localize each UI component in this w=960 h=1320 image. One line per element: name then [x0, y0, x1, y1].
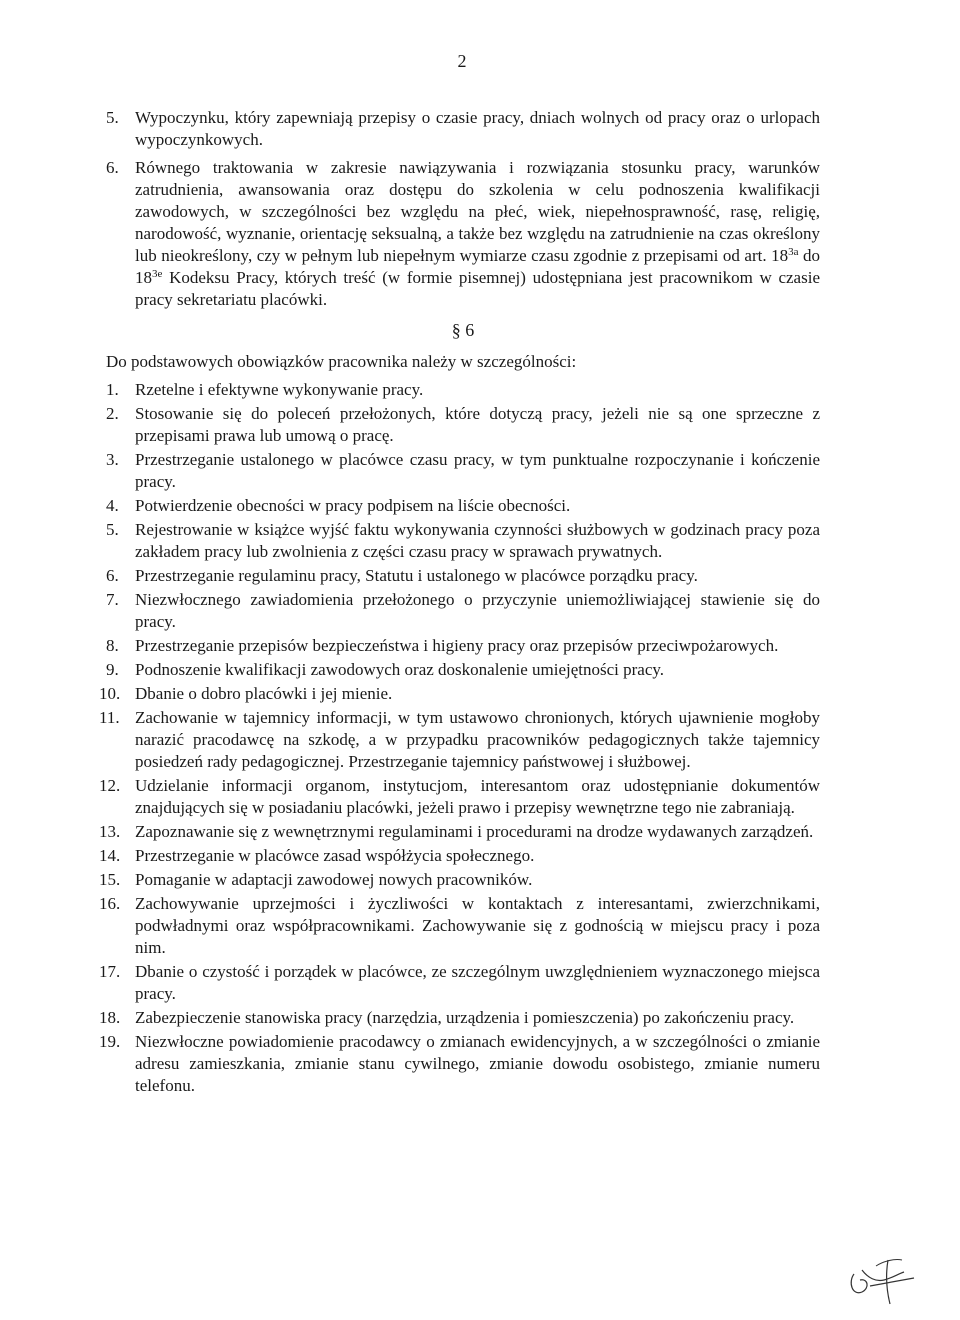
- text-part: Równego traktowania w zakresie nawiązywania i rozwiązania stosunku pracy, warunków zatrudnienia, awansowania oraz dostępu do szkolenia w celu podnoszenia kwalifikacji zawodowych, w szczególności bez względu na płeć, wiek, niepełnosprawność, rasę, religię, narodowość, wyznanie, orientację seksualną, a także bez względu na zatrudnienie na czas określony lub nieokreślony, czy w pełnym lub niepełnym wymiarze czasu zgodnie z przepisami od art. 18: [135, 158, 820, 265]
- list-item: [99, 1007, 820, 1029]
- list-item-number: 11.: [99, 708, 120, 727]
- list-item: [99, 961, 820, 1005]
- list-item: [106, 449, 820, 493]
- list-item: [99, 893, 820, 959]
- list-item-text: Rzetelne i efektywne wykonywanie pracy.: [135, 380, 424, 399]
- list-item-number: 5.: [106, 520, 119, 539]
- list-item: [106, 403, 820, 447]
- duties-list: [99, 379, 820, 1097]
- page-number: 2: [457, 51, 467, 71]
- list-item-text: Zabezpieczenie stanowiska pracy (narzędzia, urządzenia i pomieszczenia) po zakończeniu pracy.: [135, 1008, 795, 1027]
- list-item: [106, 565, 820, 587]
- list-item-number: 7.: [106, 590, 119, 609]
- handwritten-initials: [840, 1252, 920, 1310]
- list-item-number: 6.: [106, 566, 119, 585]
- list-item-text: Przestrzeganie przepisów bezpieczeństwa i higieny pracy oraz przepisów przeciwpożarowych.: [135, 636, 779, 655]
- list-item-text: Dbanie o dobro placówki i jej mienie.: [135, 684, 393, 703]
- list-item: [106, 659, 820, 681]
- list-item-number: 12.: [99, 776, 121, 795]
- list-item-number: 4.: [106, 496, 119, 515]
- list-item-number: 17.: [99, 962, 121, 981]
- section-heading: § 6: [451, 320, 475, 340]
- list-item-text: Dbanie o czystość i porządek w placówce, ze szczególnym uwzględnieniem wyznaczonego miejsca pracy.: [135, 962, 820, 1003]
- list-item-number: 9.: [106, 660, 119, 679]
- list-item-text: Przestrzeganie regulaminu pracy, Statutu i ustalonego w placówce porządku pracy.: [135, 566, 698, 585]
- list-item-text: Wypoczynku, który zapewniają przepisy o czasie pracy, dniach wolnych od pracy oraz o urlopach wypoczynkowych.: [135, 108, 820, 149]
- list-item-text: Przestrzeganie ustalonego w placówce czasu pracy, w tym punktualne rozpoczynanie i kończenie pracy.: [135, 450, 820, 491]
- list-item-number: 5.: [106, 108, 119, 127]
- list-item: [99, 683, 820, 705]
- list-item-number: 13.: [99, 822, 121, 841]
- list-item: [106, 519, 820, 563]
- superscript: 3e: [152, 268, 163, 280]
- list-item: [106, 589, 820, 633]
- text-part: Kodeksu Pracy, których treść (w formie pisemnej) udostępniana jest pracownikom w czasie pracy sekretariatu placówki.: [135, 268, 820, 309]
- list-item: [99, 1031, 820, 1097]
- list-item-number: 19.: [99, 1032, 121, 1051]
- list-item-number: 10.: [99, 684, 121, 703]
- list-item-text: Udzielanie informacji organom, instytucjom, interesantom oraz udostępnianie dokumentów znajdujących się w posiadaniu placówki, jeżeli prawo i przepisy wewnętrzne tego nie zabraniają.: [135, 776, 820, 817]
- text-part: do 18: [135, 246, 821, 287]
- superscript: 3a: [788, 246, 799, 258]
- list-item-text: Pomaganie w adaptacji zawodowej nowych pracowników.: [135, 870, 533, 889]
- list-item-text: Przestrzeganie w placówce zasad współżycia społecznego.: [135, 846, 535, 865]
- list-item-text: Niezwłoczne powiadomienie pracodawcy o zmianach ewidencyjnych, a w szczególności o zmianie adresu zamieszkania, zmianie stanu cywilnego, zmianie dowodu osobistego, zmianie numeru telefonu.: [135, 1032, 820, 1095]
- list-item-text: Niezwłocznego zawiadomienia przełożonego o przyczynie uniemożliwiającej stawienie się do pracy.: [135, 590, 820, 631]
- list-item: [99, 869, 820, 891]
- list-item-number: 18.: [99, 1008, 121, 1027]
- list-item-text: Podnoszenie kwalifikacji zawodowych oraz doskonalenie umiejętności pracy.: [135, 660, 665, 679]
- list-item: [106, 107, 820, 151]
- list-item-number: 14.: [99, 846, 121, 865]
- list-item-number: 15.: [99, 870, 121, 889]
- list-item-number: 8.: [106, 636, 119, 655]
- list-item-number: 6.: [106, 158, 119, 177]
- list-item-number: 3.: [106, 450, 119, 469]
- list-item: [99, 707, 820, 773]
- list-item-number: 2.: [106, 404, 119, 423]
- list-item-text: Zapoznawanie się z wewnętrznymi regulaminami i procedurami na drodze wydawanych zarządzeń.: [135, 822, 814, 841]
- list-item: [99, 821, 820, 843]
- list-item: [99, 845, 820, 867]
- list-item-number: 1.: [106, 380, 119, 399]
- list-item: [106, 379, 820, 401]
- list-item: [99, 775, 820, 819]
- list-item: [106, 157, 820, 311]
- list-item-text: Zachowywanie uprzejmości i życzliwości w kontaktach z interesantami, zwierzchnikami, podwładnymi oraz współpracownikami. Zachowywanie się z godnością w miejscu pracy i poza nim.: [135, 894, 820, 957]
- list-item-text: Rejestrowanie w książce wyjść faktu wykonywania czynności służbowych w godzinach pracy poza zakładem pracy lub zwolnienia z części czasu pracy w sprawach prywatnych.: [135, 520, 820, 561]
- list-item-number: 16.: [99, 894, 121, 913]
- list-item-text: Zachowanie w tajemnicy informacji, w tym ustawowo chronionych, których ujawnienie mogłoby narazić pracodawcę na szkodę, a w przypadku pracowników pedagogicznych także tajemnicy posiedzeń rady pedagogicznej. Przestrzeganie tajemnicy państwowej i służbowej.: [135, 708, 820, 771]
- list-item-text: Potwierdzenie obecności w pracy podpisem na liście obecności.: [135, 496, 571, 515]
- document-body: [99, 107, 821, 1099]
- section-intro: Do podstawowych obowiązków pracownika należy w szczególności:: [106, 352, 577, 371]
- list-item-text: [135, 158, 820, 309]
- list-item: [106, 635, 820, 657]
- list-item-text: Stosowanie się do poleceń przełożonych, które dotyczą pracy, jeżeli nie są one sprzeczne z przepisami prawa lub umową o pracę.: [135, 404, 820, 445]
- list-item: [106, 495, 820, 517]
